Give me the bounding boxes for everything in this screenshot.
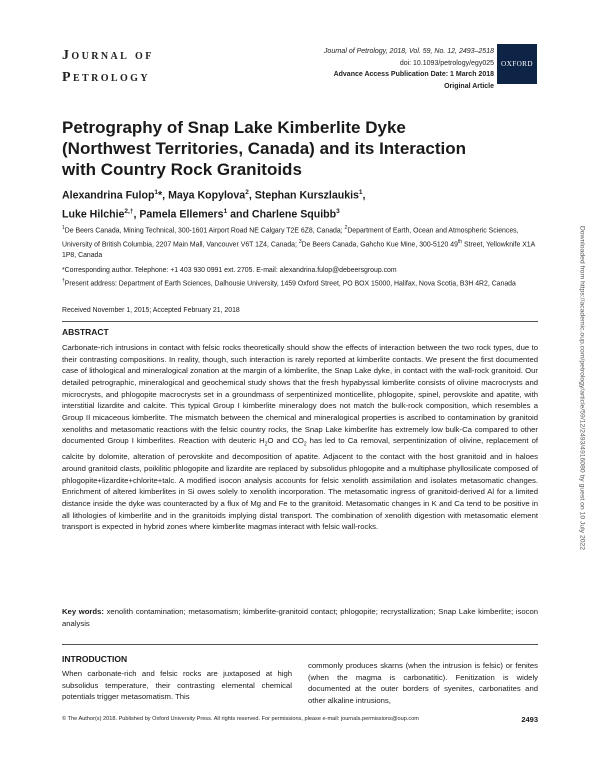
article-metadata <box>324 46 494 92</box>
author-sep: , <box>362 189 366 202</box>
author-affil-sup: 2,† <box>124 207 134 215</box>
author-notes <box>62 265 538 290</box>
affil-sup: 1 <box>62 225 65 231</box>
author-name[interactable]: Alexandrina Fulop <box>62 189 155 202</box>
author-name[interactable]: Luke Hilchie <box>62 208 125 221</box>
intro-column-left: When carbonate-rich and felsic rocks are juxtaposed at high subsolidus temperature, their contrasting elemental chemical potentials trigger metasomatism. This <box>62 669 292 702</box>
article-type: Original Article <box>444 82 494 90</box>
author-affil-sup: 1 <box>154 189 159 196</box>
affil-sup: th <box>457 238 463 245</box>
author-list <box>62 185 532 222</box>
author-sep: , <box>248 189 255 202</box>
author-affil-sup: 3 <box>336 207 340 215</box>
keywords-label: Key words: <box>62 607 104 616</box>
author-sep: , <box>162 189 169 202</box>
oxford-logo-text: OXFORD <box>501 60 533 68</box>
advance-access-date: Advance Access Publication Date: 1 March 2018 <box>333 71 494 78</box>
article-title: Petrography of Snap Lake Kimberlite Dyke (Northwest Territories, Canada) and its Interaction with Country Rock Granitoids <box>62 118 466 179</box>
download-watermark: Downloaded from https://academic.oup.com/petrology/article/59/12/2493/4916080 by guest on 10 July 2022 <box>578 225 586 551</box>
keywords <box>62 606 538 629</box>
intro-column-right: commonly produces skarns (when the intrusion is felsic) or fenites (when the magma is carbonatitic). Fenitization is widely documented at the outer borders of syenites, carbonatites and other alkaline intrusions, <box>308 661 538 705</box>
journal-name-line2: Petrology <box>62 70 150 85</box>
abstract-part: O and CO <box>267 436 304 446</box>
introduction-heading: INTRODUCTION <box>62 654 128 664</box>
author-name[interactable]: Charlene Squibb <box>251 208 337 221</box>
affiliation-2: Department of Earth, Ocean and Atmospheric Sciences, University of British Columbia, 2207 Main Mall, Vancouver V6T 1Z4, Canada; <box>62 227 519 248</box>
author-name[interactable]: Pamela Ellemers <box>139 208 224 221</box>
keywords-text: xenolith contamination; metasomatism; kimberlite-granitoid contact; phlogopite; recrystallization; Snap Lake kimberlite; isocon analysis <box>62 607 538 628</box>
affil-sup: 3 <box>298 238 302 245</box>
abstract-part: has led to Ca removal, serpentinization of olivine, replacement of calcite by dolomite, alteration of perovskite and decomposition of apatite. Adjacent to the contact with the host granitoid and in haloes around granitoid clasts, poikilitic phlogopite and lizardite are replaced by subsolidus phlogopite and a multiphase phyllosilicate composed of phlogopite+lizardite+chlorite+talc. A modified isocon analysis accounts for felsic xenolith assimilation and isolates metasomatic changes. Enrichment of altered kimberlites in Si owes solely to xenolith incorporation. The metasomatic ingress of granitoid-derived Al for a limited distance inside the dyke was counteracted by a flux of Mg and Fe to the granitoid. Metasomatic changes in K and Ca tend to be positive in all lithologies of kimberlite and in the granitoids implying distal transport. The combination of xenolith digestion with metasomatic element transport is expected in hybrid zones where kimberlite magmas interact with felsic wall-rocks. <box>62 436 538 532</box>
subscript: 2 <box>264 441 268 448</box>
citation: Journal of Petrology, 2018, Vol. 59, No. 12, 2493–2518 <box>323 48 494 55</box>
affil-sup: 2 <box>344 225 348 231</box>
corresponding-author-note: *Corresponding author. Telephone: +1 403 930 0991 ext. 2705. E-mail: alexandrina.fulop@debeersgroup.com <box>62 267 397 274</box>
affiliation-3-end: Street, Yellowknife X1A 1P8, Canada <box>62 240 535 259</box>
corresponding-mark: * <box>158 189 163 202</box>
present-address-note: Present address: Department of Earth Sciences, Dalhousie University, 1459 Oxford Street, PO BOX 15000, Halifax, Nova Scotia, B3H 4R2, Canada <box>64 280 516 288</box>
author-name[interactable]: Maya Kopylova <box>168 189 246 202</box>
author-name[interactable]: Stephan Kurszlaukis <box>254 189 359 202</box>
divider <box>62 321 538 322</box>
present-address-sup: † <box>62 278 65 285</box>
author-sep: , <box>133 208 140 221</box>
affiliation-3: De Beers Canada, Gahcho Kue Mine, 300-5120 49 <box>301 240 458 248</box>
author-affil-sup: 1 <box>223 207 228 215</box>
received-accepted-dates: Received November 1, 2015; Accepted February 21, 2018 <box>62 307 240 314</box>
affiliations <box>62 223 538 261</box>
divider <box>62 644 538 645</box>
journal-name-line1: Journal of <box>62 48 154 63</box>
author-affil-sup: 1 <box>358 189 363 196</box>
subscript: 2 <box>303 441 307 448</box>
author-affil-sup: 2 <box>245 189 249 196</box>
abstract-heading: ABSTRACT <box>62 327 109 337</box>
author-sep: and <box>227 208 252 221</box>
oxford-publisher-logo <box>497 44 537 84</box>
page-number: 2493 <box>521 715 538 724</box>
abstract-part: Carbonate-rich intrusions in contact with felsic rocks theoretically should show the effects of interaction between the two rock types, due to their contrasting compositions. In reality, though, such interaction is rarely reported at kimberlite contacts. We present the first documented case of lithological and mineralogical zonation at the margin of a kimberlite, the Snap Lake dyke, in contact with the wall-rock granitoid. Our detailed petrographic, mineralogical and geochemical study shows that the fresh hypabyssal kimberlite consists of olivine macrocrysts and microcrysts, and phlogopite macrocrysts set in a groundmass of serpentinized monticellite, phlogopite, spinel, perovskite and apatite, with interstitial lizardite and calcite. This typical Group I kimberlite mineralogy does not match the bulk-rock composition, which resembles a Group II micaceous kimberlite. The mismatch between the chemical and mineralogical properties is ascribed to contamination by granitoid xenoliths and metasomatic reactions with the felsic country rocks, the Snap Lake kimberlite has extremely low bulk-Ca compared to other documented Group I kimberlites. Reaction with deuteric H <box>62 343 538 446</box>
abstract-text <box>62 342 538 533</box>
doi-link[interactable]: doi: 10.1093/petrology/egy025 <box>399 59 494 67</box>
copyright-footer: © The Author(s) 2018. Published by Oxford University Press. All rights reserved. For permissions, please e-mail: journals.permissions@oup.com <box>62 716 419 722</box>
affiliation-1: De Beers Canada, Mining Technical, 300-1601 Airport Road NE Calgary T2E 6Z8, Canada; <box>64 227 345 235</box>
journal-logo <box>62 45 154 89</box>
